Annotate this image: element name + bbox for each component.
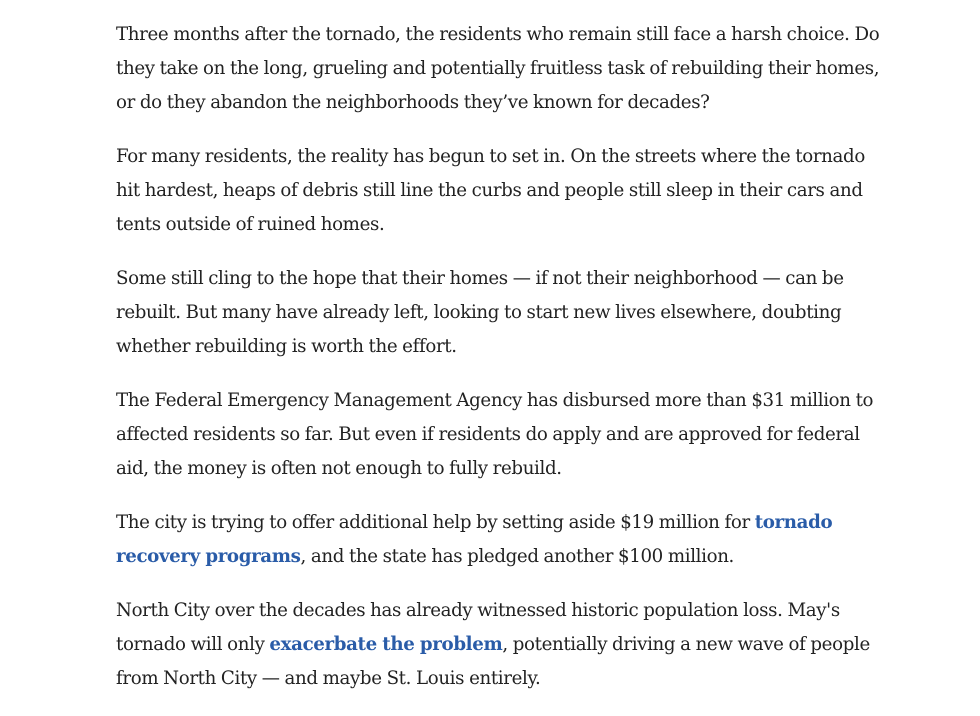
paragraph: Three months after the tornado, the residents who remain still face a harsh choice. Do they take on the long, grueling and potentially fruitless task of rebuilding their homes, or do they abandon the neighborhoods they’ve known for decades? bbox=[116, 24, 880, 113]
exacerbate-the-problem-link[interactable]: exacerbate the problem bbox=[269, 634, 503, 655]
article-body bbox=[116, 18, 886, 716]
paragraph: Some still cling to the hope that their homes — if not their neighborhood — can be rebuilt. But many have already left, looking to start new lives elsewhere, doubting whether rebuilding is worth the effort. bbox=[116, 268, 844, 357]
paragraph-text: North City over the decades has already witnessed historic population loss. May's tornado will only bbox=[116, 600, 840, 655]
paragraph bbox=[116, 594, 886, 696]
paragraph-text: , and the state has pledged another $100 million. bbox=[300, 546, 734, 567]
paragraph-text: The city is trying to offer additional help by setting aside $19 million for bbox=[116, 512, 755, 533]
paragraph: For many residents, the reality has begun to set in. On the streets where the tornado hit hardest, heaps of debris still line the curbs and people still sleep in their cars and tents outside of ruined homes. bbox=[116, 146, 865, 235]
paragraph bbox=[116, 506, 886, 574]
paragraph: The Federal Emergency Management Agency has disbursed more than $31 million to affected residents so far. But even if residents do apply and are approved for federal aid, the money is often not enough to fully rebuild. bbox=[116, 390, 874, 479]
paragraph-text: , potentially driving a new wave of people from North City — and maybe St. Louis entirely. bbox=[116, 634, 870, 689]
tornado-recovery-programs-link[interactable]: tornado recovery programs bbox=[116, 512, 833, 567]
